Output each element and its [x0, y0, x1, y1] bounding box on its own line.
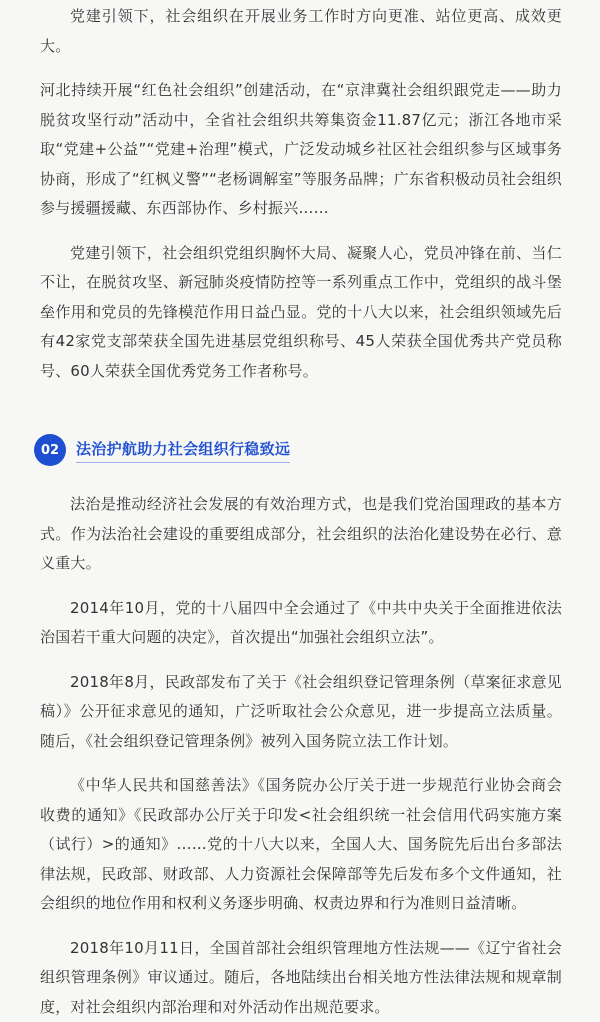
- paragraph: 党建引领下，社会组织在开展业务工作时方向更准、站位更高、成效更大。: [40, 2, 562, 61]
- paragraph: 2018年8月，民政部发布了关于《社会组织登记管理条例（草案征求意见稿）》公开征求意见的通知，广泛听取社会公众意见，进一步提高立法质量。随后，《社会组织登记管理条例》被列入国务院立法工作计划。: [40, 668, 562, 757]
- paragraph: 2014年10月，党的十八届四中全会通过了《中共中央关于全面推进依法治国若干重大问题的决定》，首次提出“加强社会组织立法”。: [40, 594, 562, 653]
- paragraph: 党建引领下，社会组织党组织胸怀大局、凝聚人心，党员冲锋在前、当仁不让，在脱贫攻坚、新冠肺炎疫情防控等一系列重点工作中，党组织的战斗堡垒作用和党员的先锋模范作用日益凸显。党的十八大以来，社会组织领域先后有42家党支部荣获全国先进基层党组织称号、45人荣获全国优秀共产党员称号、60人荣获全国优秀党务工作者称号。: [40, 239, 562, 387]
- paragraph: 《中华人民共和国慈善法》《国务院办公厅关于进一步规范行业协会商会收费的通知》《民政部办公厅关于印发<社会组织统一社会信用代码实施方案（试行）>的通知》……党的十八大以来，全国人大、国务院先后出台多部法律法规，民政部、财政部、人力资源社会保障部等先后发布多个文件通知，社会组织的地位作用和权利义务逐步明确、权责边界和行为准则日益清晰。: [40, 771, 562, 919]
- section-title: 法治护航助力社会组织行稳致远: [76, 440, 290, 458]
- paragraph: 河北持续开展“红色社会组织”创建活动，在“京津冀社会组织跟党走——助力脱贫攻坚行动”活动中，全省社会组织共筹集资金11.87亿元；浙江各地市采取“党建+公益”“党建+治理”模式，广泛发动城乡社区社会组织参与区域事务协商，形成了“红枫义警”“老杨调解室”等服务品牌；广东省积极动员社会组织参与援疆援藏、东西部协作、乡村振兴……: [40, 76, 562, 224]
- section-heading: [34, 434, 562, 466]
- paragraph: 2018年10月11日，全国首部社会组织管理地方性法规——《辽宁省社会组织管理条例》审议通过。随后，各地陆续出台相关地方性法律法规和规章制度，对社会组织内部治理和对外活动作出规范要求。: [40, 934, 562, 1022]
- section-title-underline: [76, 438, 290, 463]
- section-number-badge: 02: [34, 434, 66, 466]
- paragraph: 法治是推动经济社会发展的有效治理方式，也是我们党治国理政的基本方式。作为法治社会建设的重要组成部分，社会组织的法治化建设势在必行、意义重大。: [40, 490, 562, 579]
